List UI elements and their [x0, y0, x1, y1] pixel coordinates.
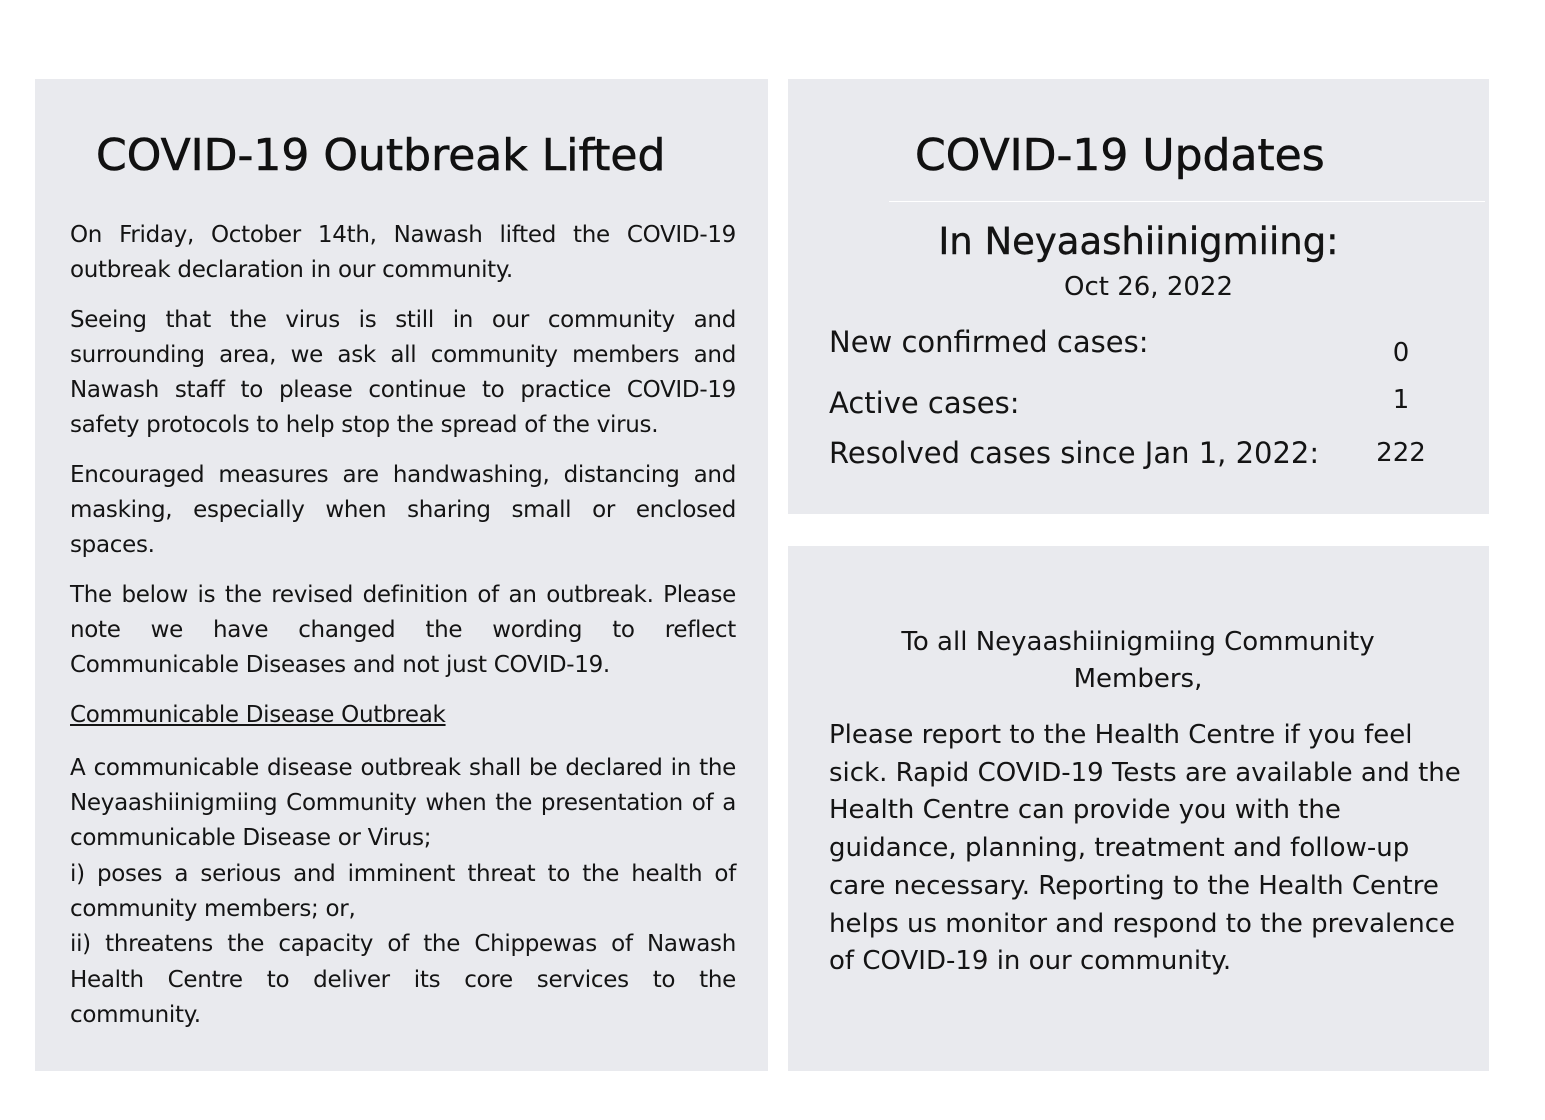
stat-value-new-cases: 0	[1392, 338, 1410, 368]
outbreak-paragraph: On Friday, October 14th, Nawash lifted the COVID-19 outbreak declaration in our community.	[70, 222, 736, 284]
notice-panel	[788, 546, 1489, 1071]
stat-value-resolved-cases: 222	[1376, 438, 1426, 468]
outbreak-panel	[35, 79, 768, 1071]
definition-subheading: Communicable Disease Outbreak	[70, 701, 446, 728]
outbreak-definition	[70, 751, 736, 1033]
outbreak-title: COVID-19 Outbreak Lifted	[96, 130, 666, 181]
notice-greeting: To all Neyaashiinigmiing Community Members,	[901, 627, 1375, 694]
outbreak-paragraph: Seeing that the virus is still in our community and surrounding area, we ask all community members and Nawash staff to please continue to practice COVID-19 safety protocols to help stop the spread of the virus.	[70, 306, 736, 439]
definition-line: A communicable disease outbreak shall be declared in the Neyaashiinigmiing Community when the presentation of a communicable Disease or Virus;	[70, 754, 736, 852]
updates-panel	[788, 79, 1489, 514]
stat-label-new-cases: New confirmed cases:	[829, 325, 1149, 359]
title-divider	[889, 201, 1485, 202]
outbreak-paragraph: The below is the revised definition of an outbreak. Please note we have changed the wording to reflect Communicable Diseases and not just COVID-19.	[70, 581, 736, 679]
updates-title: COVID-19 Updates	[915, 130, 1325, 181]
definition-line: i) poses a serious and imminent threat to the health of community members; or,	[70, 860, 736, 923]
stat-label-resolved-cases: Resolved cases since Jan 1, 2022:	[829, 436, 1320, 470]
definition-line: ii) threatens the capacity of the Chippewas of Nawash Health Centre to deliver its core services to the community.	[70, 931, 736, 1028]
stat-value-active-cases: 1	[1392, 385, 1410, 415]
notice-message: Please report to the Health Centre if you feel sick. Rapid COVID-19 Tests are available and the Health Centre can provide you with the guidance, planning, treatment and follow-up care necessary. Reporting to the Health Centre helps us monitor and respond to the prevalence of COVID-19 in our community.	[829, 720, 1461, 977]
update-date: Oct 26, 2022	[1064, 272, 1233, 302]
outbreak-paragraph: Encouraged measures are handwashing, distancing and masking, especially when sharing small or enclosed spaces.	[70, 461, 736, 559]
stat-label-active-cases: Active cases:	[829, 386, 1020, 420]
location-heading: In Neyaashiinigmiing:	[938, 220, 1339, 263]
outbreak-article	[70, 218, 736, 1033]
